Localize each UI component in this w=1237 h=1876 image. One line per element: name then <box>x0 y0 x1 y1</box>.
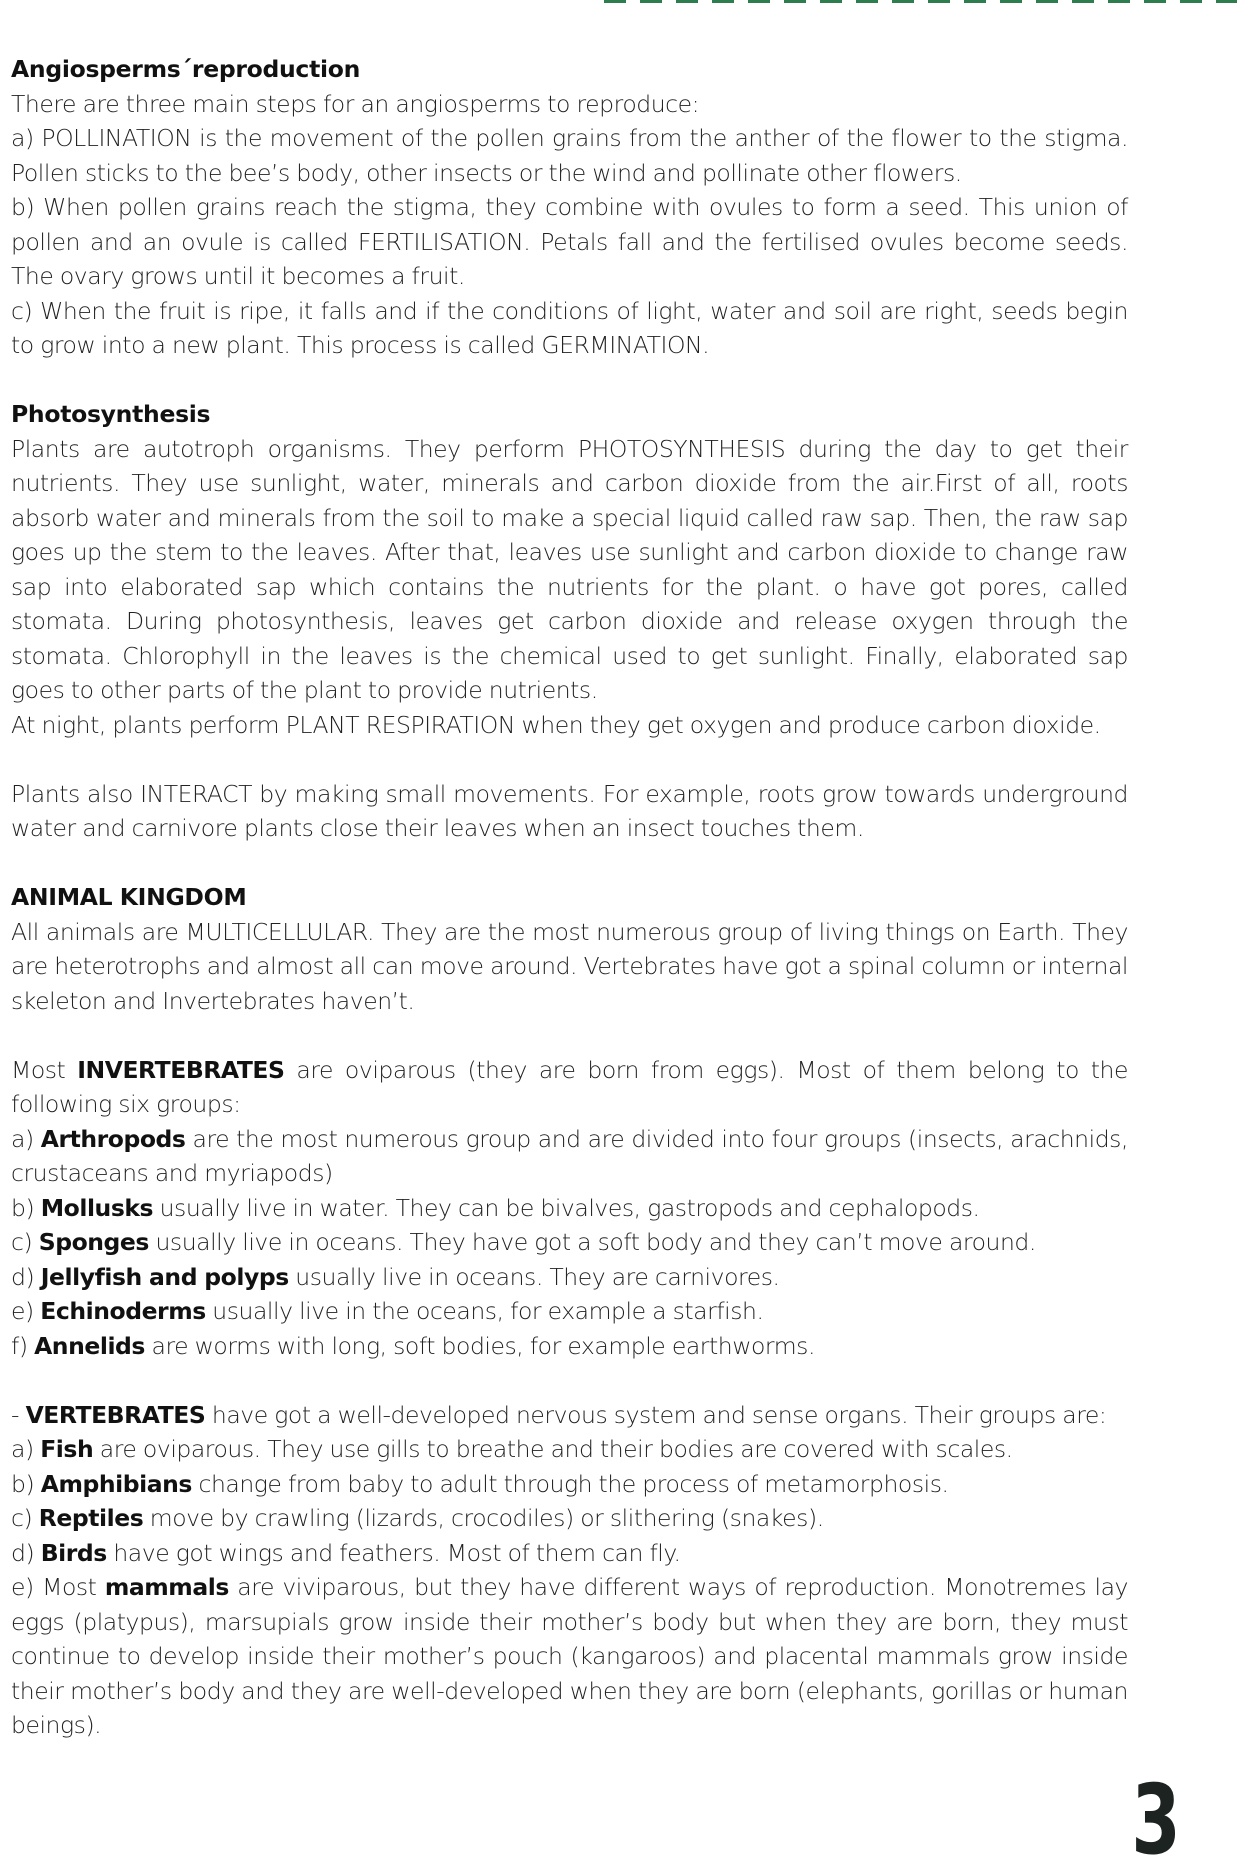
item-text: usually live in oceans. They have got a soft body and they can’t move around. <box>148 1228 1036 1256</box>
vertebrate-item <box>11 1570 1128 1743</box>
item-term: Birds <box>40 1538 107 1567</box>
item-prefix: d) <box>11 1262 41 1291</box>
spacer <box>11 1018 1128 1053</box>
reproduction-step-germination: c) When the fruit is ripe, it falls and if the conditions of light, water and soil are right, seeds begin to grow into a new plant. This process is called GERMINATION. <box>11 296 1128 359</box>
vertebrates-intro <box>11 1398 1128 1433</box>
vertebrate-item <box>11 1501 1128 1536</box>
item-text: move by crawling (lizards, crocodiles) or slithering (snakes). <box>143 1504 824 1532</box>
item-term: Echinoderms <box>40 1297 206 1325</box>
item-text: usually live in the oceans, for example a starfish. <box>205 1297 764 1325</box>
item-term: Jellyfish and polyps <box>40 1262 289 1291</box>
section-angiosperms-reproduction <box>11 52 1128 363</box>
item-prefix: d) <box>11 1538 41 1567</box>
item-text: are viviparous, but they have different ways of reproduction. Monotremes lay eggs (platypus), marsupials grow inside their mother’s body but when they are born, they must continue to develop inside their mother’s pouch (kangaroos) and placental mammals grow inside their mother’s body and they are well-developed when they are born (elephants, gorillas or human beings). <box>11 1573 1128 1739</box>
reproduction-step-fertilisation: b) When pollen grains reach the stigma, they combine with ovules to form a seed. This union of pollen and an ovule is called FERTILISATION. Petals fall and the fertilised ovules become seeds. The ovary grows until it becomes a fruit. <box>11 193 1128 290</box>
invertebrate-item <box>11 1191 1128 1226</box>
vertebrate-item <box>11 1536 1128 1571</box>
item-prefix: b) <box>11 1193 41 1222</box>
animal-kingdom-paragraph: All animals are MULTICELLULAR. They are the most numerous group of living things on Earth. They are heterotrophs and almost all can move around. Vertebrates have got a spinal column or internal skeleton and Invertebrates haven’t. <box>11 917 1128 1015</box>
item-term: mammals <box>104 1573 229 1601</box>
item-term: Reptiles <box>38 1504 144 1532</box>
vertebrates-term: VERTEBRATES <box>25 1400 206 1429</box>
item-prefix: c) <box>11 1504 39 1532</box>
item-term: Annelids <box>34 1331 145 1360</box>
item-text: are the most numerous group and are divided into four groups (insects, arachnids, crustaceans and myriapods) <box>11 1124 1128 1187</box>
page-number: 3 <box>1131 1764 1181 1876</box>
heading-angiosperms-reproduction: Angiosperms´reproduction <box>11 55 361 83</box>
invertebrates-term: INVERTEBRATES <box>77 1055 285 1084</box>
spacer <box>11 1363 1128 1398</box>
item-prefix: e) Most <box>11 1573 105 1601</box>
item-prefix: b) <box>11 1469 41 1498</box>
item-term: Amphibians <box>40 1469 192 1498</box>
plant-respiration-paragraph: At night, plants perform PLANT RESPIRATION when they get oxygen and produce carbon dioxide. <box>11 710 1101 739</box>
item-text: change from baby to adult through the process of metamorphosis. <box>191 1469 949 1498</box>
reproduction-intro: There are three main steps for an angiosperms to reproduce: <box>11 89 700 118</box>
item-prefix: f) <box>11 1331 35 1360</box>
item-prefix: c) <box>11 1228 39 1256</box>
top-dashed-divider <box>604 0 1237 3</box>
item-term: Fish <box>40 1435 94 1463</box>
item-text: are worms with long, soft bodies, for example earthworms. <box>144 1331 815 1360</box>
invertebrate-item <box>11 1329 1128 1364</box>
vertebrate-item <box>11 1432 1128 1467</box>
item-prefix: a) <box>11 1435 41 1463</box>
section-vertebrates <box>11 1398 1128 1743</box>
vertebrates-intro-lead: - <box>11 1400 26 1429</box>
item-text: are oviparous. They use gills to breathe and their bodies are covered with scales. <box>93 1435 1013 1463</box>
invertebrate-item <box>11 1225 1128 1260</box>
page-content <box>11 52 1128 1743</box>
spacer <box>11 363 1128 398</box>
item-text: usually live in oceans. They are carnivores. <box>288 1262 780 1291</box>
item-prefix: a) <box>11 1124 41 1153</box>
item-text: have got wings and feathers. Most of them can fly. <box>106 1538 681 1567</box>
invertebrate-item <box>11 1122 1128 1191</box>
section-photosynthesis <box>11 397 1128 846</box>
invertebrates-intro <box>11 1053 1128 1122</box>
invertebrates-intro-rest: are oviparous (they are born from eggs). Most of them belong to the following six groups: <box>11 1055 1128 1118</box>
invertebrates-intro-lead: Most <box>11 1055 78 1084</box>
spacer <box>11 846 1128 881</box>
invertebrate-item <box>11 1260 1128 1295</box>
heading-animal-kingdom: ANIMAL KINGDOM <box>11 883 247 911</box>
vertebrate-item <box>11 1467 1128 1502</box>
section-animal-kingdom <box>11 880 1128 1018</box>
reproduction-step-pollination: a) POLLINATION is the movement of the pollen grains from the anther of the flower to the stigma. Pollen sticks to the bee’s body, other insects or the wind and pollinate other flowers. <box>11 124 1128 187</box>
item-term: Mollusks <box>40 1193 154 1222</box>
photosynthesis-paragraph: Plants are autotroph organisms. They perform PHOTOSYNTHESIS during the day to get their nutrients. They use sunlight, water, minerals and carbon dioxide from the air.First of all, roots absorb water and minerals from the soil to make a special liquid called raw sap. Then, the raw sap goes up the stem to the leaves. After that, leaves use sunlight and carbon dioxide to change raw sap into elaborated sap which contains the nutrients for the plant. o have got pores, called stomata. During photosynthesis, leaves get carbon dioxide and release oxygen through the stomata. Chlorophyll in the leaves is the chemical used to get sunlight. Finally, elaborated sap goes to other parts of the plant to provide nutrients. <box>11 434 1128 704</box>
item-prefix: e) <box>11 1297 41 1325</box>
item-term: Sponges <box>38 1228 149 1256</box>
vertebrates-intro-rest: have got a well-developed nervous system and sense organs. Their groups are: <box>205 1400 1107 1429</box>
item-term: Arthropods <box>40 1124 186 1153</box>
section-invertebrates <box>11 1053 1128 1364</box>
item-text: usually live in water. They can be bivalves, gastropods and cephalopods. <box>153 1193 980 1222</box>
heading-photosynthesis: Photosynthesis <box>11 400 211 428</box>
spacer <box>11 742 1128 777</box>
plant-interaction-paragraph: Plants also INTERACT by making small movements. For example, roots grow towards underground water and carnivore plants close their leaves when an insect touches them. <box>11 779 1128 842</box>
invertebrate-item <box>11 1294 1128 1329</box>
